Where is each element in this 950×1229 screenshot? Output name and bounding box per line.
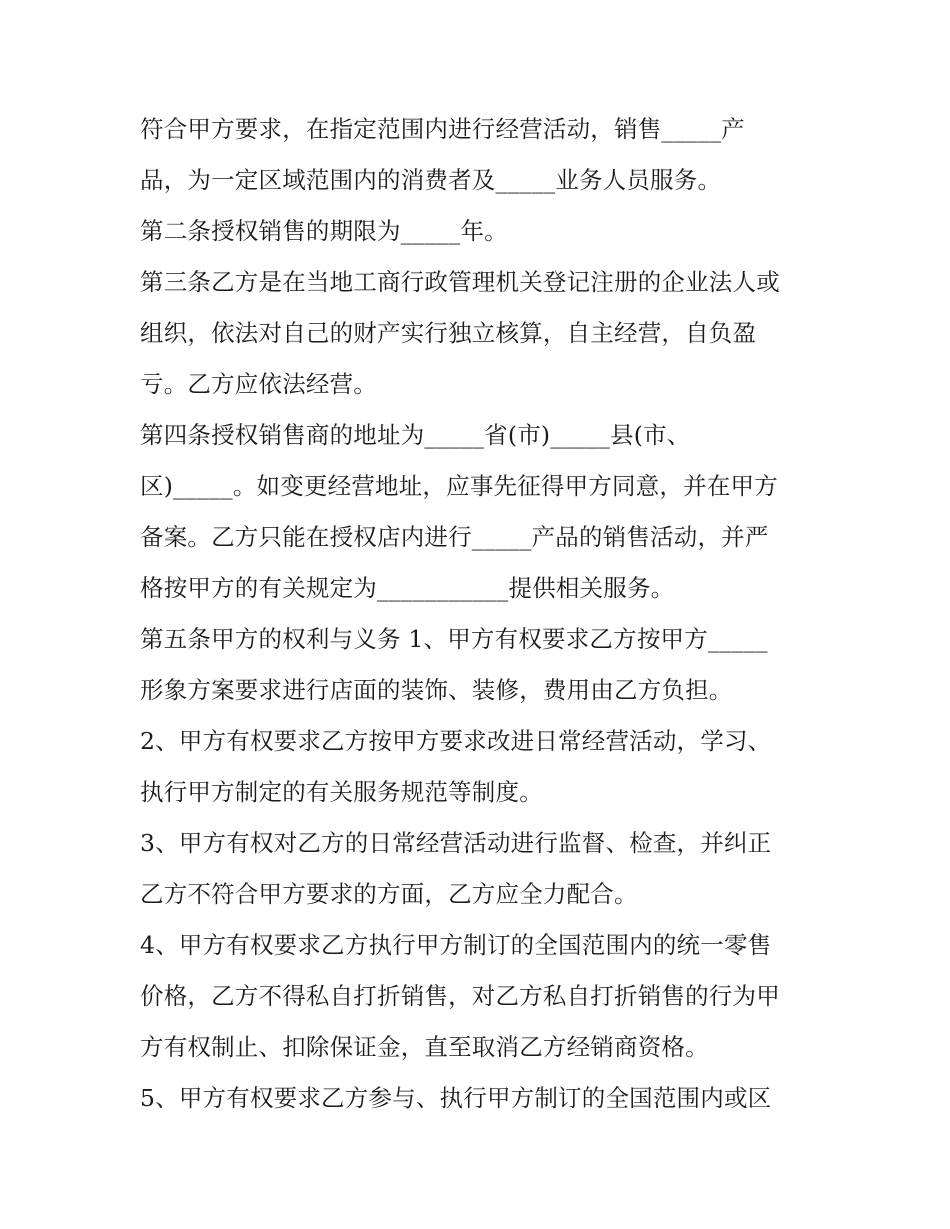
text-line: 第五条甲方的权利与义务 1、甲方有权要求乙方按甲方_____ [140, 625, 768, 653]
text-line: 格按甲方的有关规定为___________提供相关服务。 [140, 574, 675, 602]
text-line: 亏。乙方应依法经营。 [140, 370, 377, 398]
text-line: 执行甲方制定的有关服务规范等制度。 [140, 778, 543, 806]
text-line: 第三条乙方是在当地工商行政管理机关登记注册的企业法人或 [140, 268, 780, 296]
text-line: 4、甲方有权要求乙方执行甲方制订的全国范围内的统一零售 [140, 931, 772, 959]
text-line: 备案。乙方只能在授权店内进行_____产品的销售活动，并严 [140, 523, 769, 551]
text-line: 乙方不符合甲方要求的方面，乙方应全力配合。 [140, 880, 638, 908]
text-line: 5、甲方有权要求乙方参与、执行甲方制订的全国范围内或区 [140, 1084, 772, 1112]
text-line: 组织，依法对自己的财产实行独立核算，自主经营，自负盈 [140, 319, 757, 347]
text-line: 价格，乙方不得私自打折销售，对乙方私自打折销售的行为甲 [140, 982, 780, 1010]
text-line: 第二条授权销售的期限为_____年。 [140, 217, 508, 245]
document-body [140, 104, 820, 1124]
text-line: 区)_____。如变更经营地址，应事先征得甲方同意，并在甲方 [140, 472, 778, 500]
text-line: 方有权制止、扣除保证金，直至取消乙方经销商资格。 [140, 1033, 709, 1061]
text-line: 形象方案要求进行店面的装饰、装修，费用由乙方负担。 [140, 676, 733, 704]
text-line: 2、甲方有权要求乙方按甲方要求改进日常经营活动，学习、 [140, 727, 772, 755]
text-line: 品，为一定区域范围内的消费者及_____业务人员服务。 [140, 166, 722, 194]
text-line: 3、甲方有权对乙方的日常经营活动进行监督、检查，并纠正 [140, 829, 772, 857]
text-line: 第四条授权销售商的地址为_____省(市)_____县(市、 [140, 421, 691, 449]
text-line: 符合甲方要求，在指定范围内进行经营活动，销售_____产 [140, 115, 745, 143]
